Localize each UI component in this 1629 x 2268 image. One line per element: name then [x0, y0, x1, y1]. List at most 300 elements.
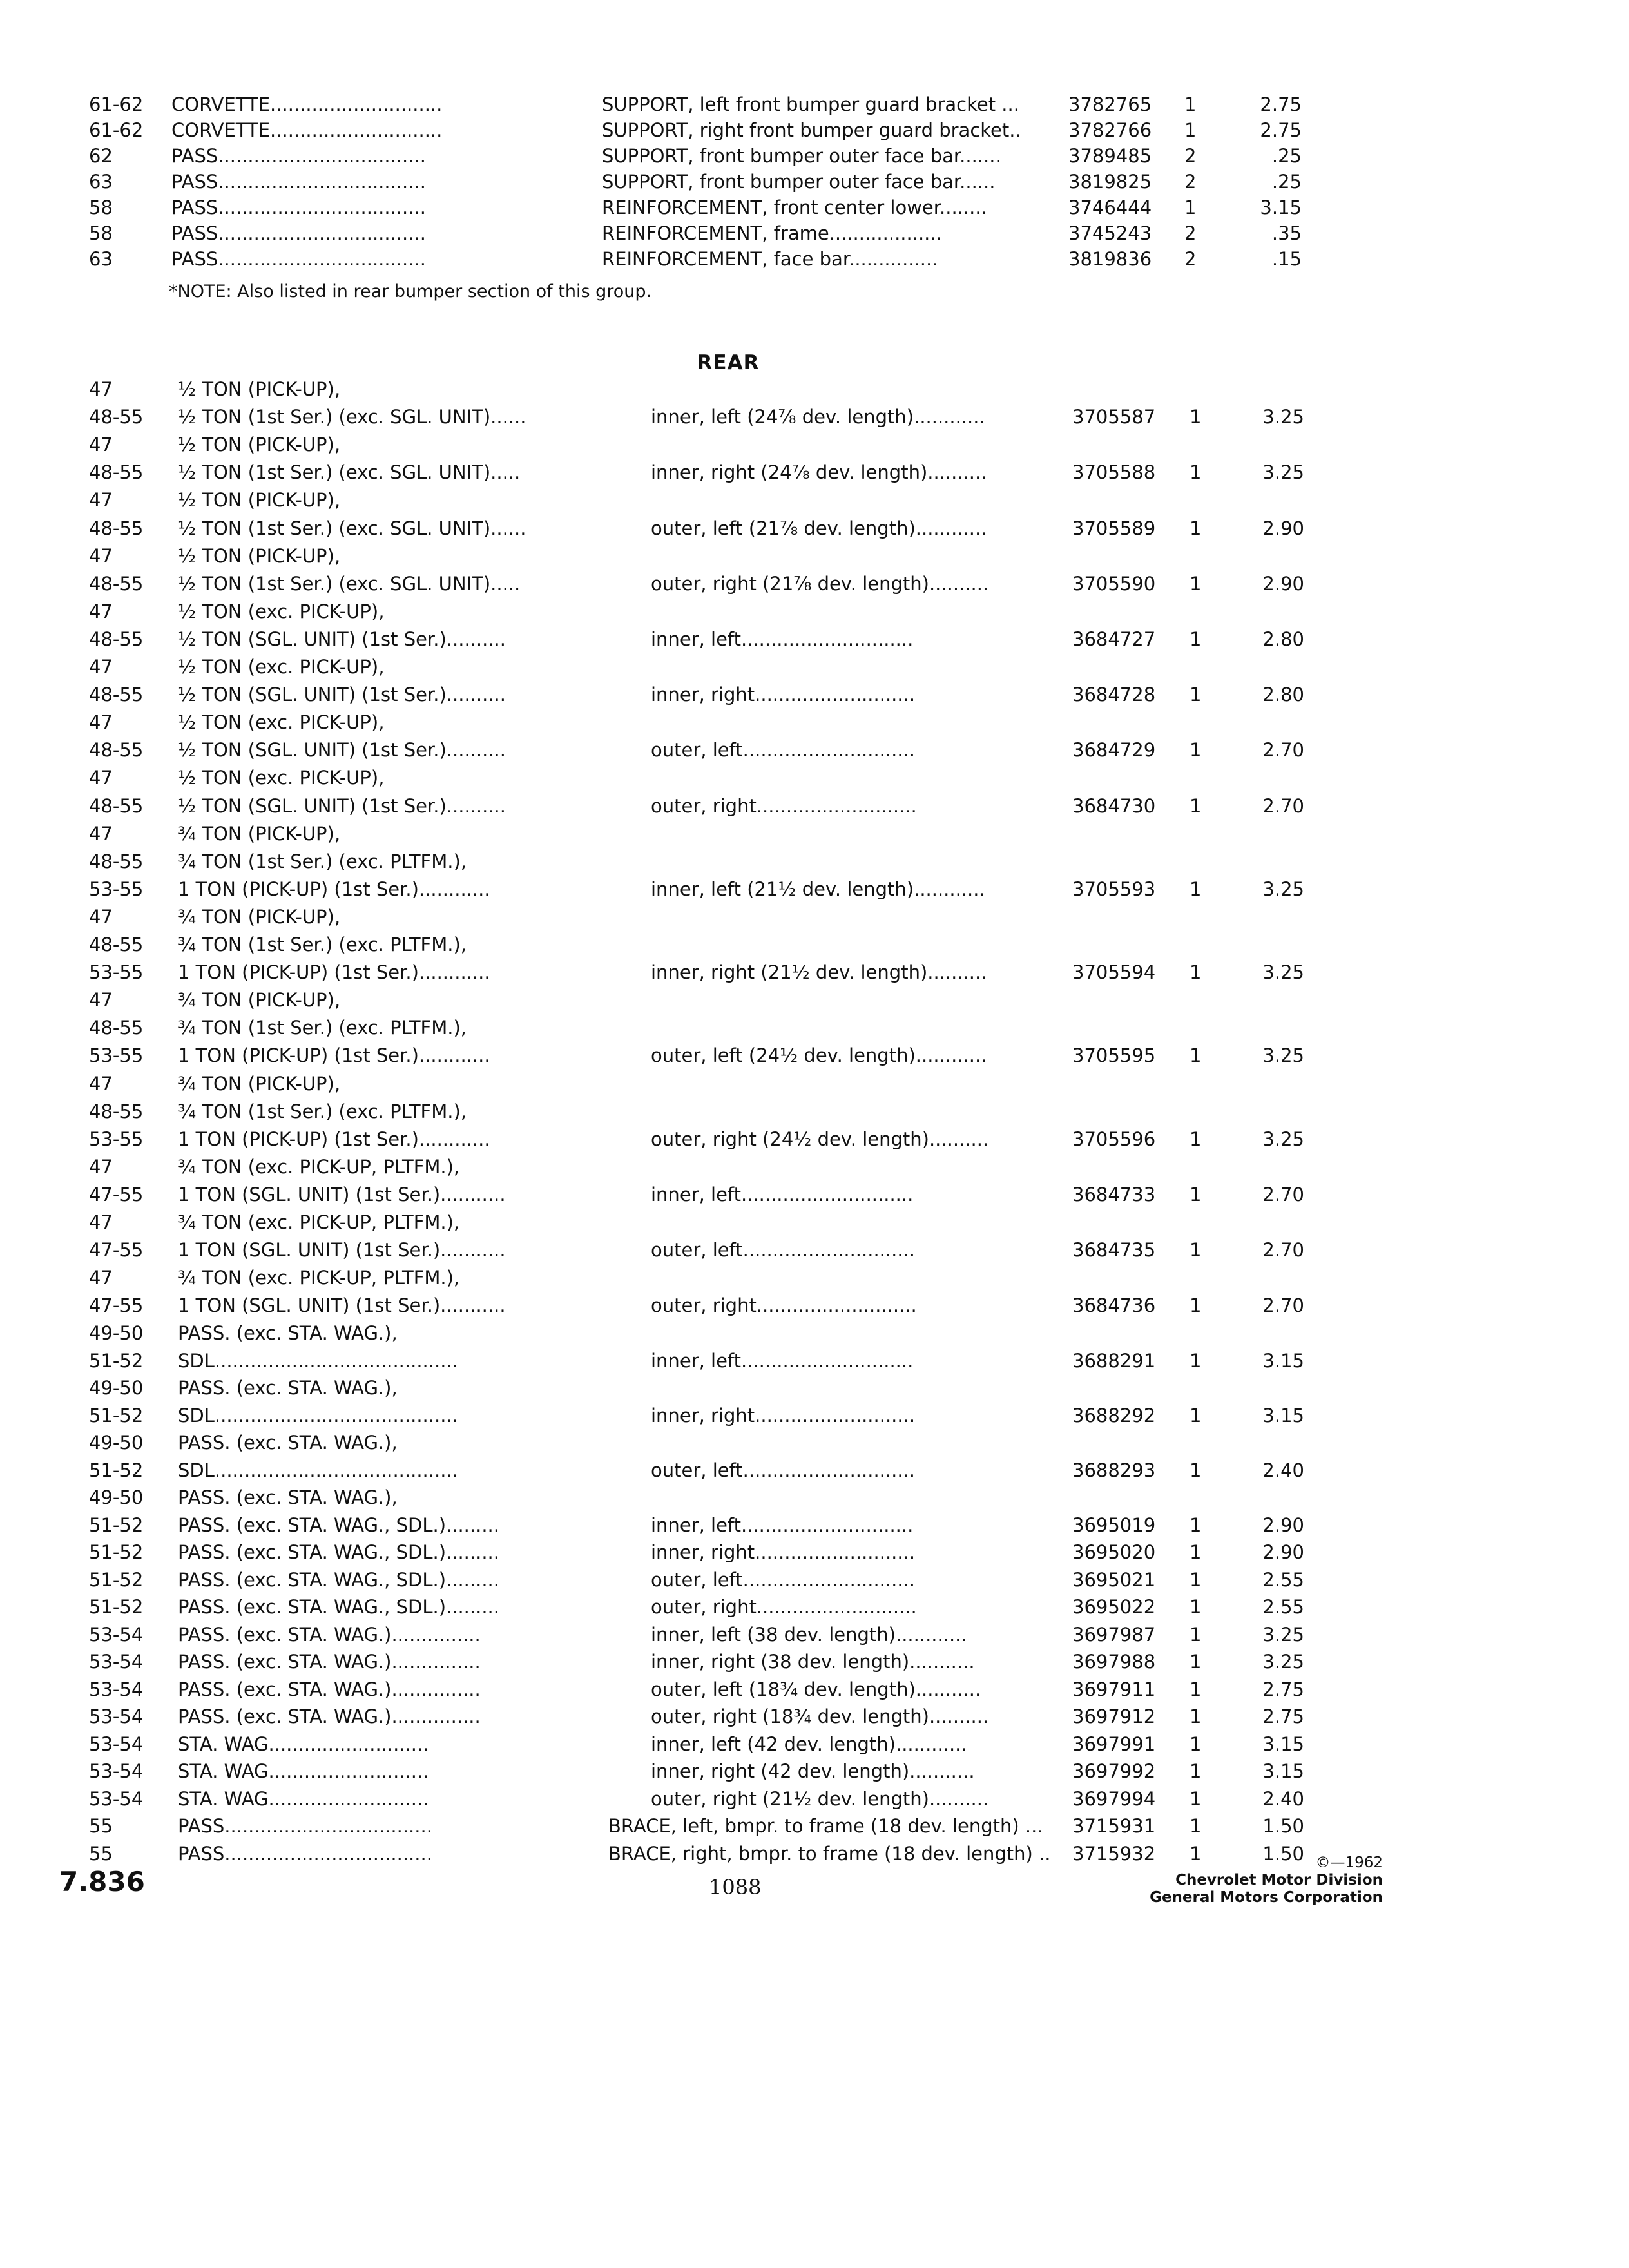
- year-cell: 48-55: [89, 406, 144, 428]
- quantity-cell: 1: [1190, 1239, 1202, 1262]
- year-cell: 48-55: [89, 572, 144, 595]
- year-cell: 49-50: [89, 1432, 144, 1454]
- year-cell: 48-55: [89, 934, 144, 956]
- part-number-cell: 3746444: [1068, 197, 1152, 218]
- year-cell: 58: [89, 197, 113, 218]
- year-cell: 51-52: [89, 1349, 144, 1372]
- part-number-cell: 3705589: [1072, 517, 1156, 539]
- quantity-cell: 1: [1190, 1044, 1202, 1067]
- description-cell: inner, left (42 dev. length)............: [651, 1733, 967, 1755]
- description-cell: inner, left (24⅞ dev. length)............: [651, 406, 985, 428]
- year-cell: 48-55: [89, 628, 144, 650]
- year-cell: 47: [89, 989, 113, 1012]
- part-number-cell: 3715931: [1072, 1815, 1156, 1838]
- parts-row: [0, 1704, 1629, 1729]
- quantity-cell: 1: [1190, 1294, 1202, 1317]
- description-cell: inner, left.............................: [651, 1183, 914, 1206]
- description-cell: inner, left.............................: [651, 628, 914, 650]
- price-cell: 2.90: [1262, 1541, 1304, 1564]
- parts-row: [0, 404, 1629, 430]
- model-cell: PASS...................................: [171, 145, 426, 167]
- price-cell: 3.15: [1262, 1349, 1304, 1372]
- year-cell: 53-55: [89, 878, 144, 900]
- quantity-cell: 1: [1190, 961, 1202, 984]
- quantity-cell: 1: [1190, 1459, 1202, 1481]
- description-cell: SUPPORT, front bumper outer face bar.......: [602, 145, 1001, 167]
- parts-row: [0, 709, 1629, 735]
- model-cell: SDL.........................................: [178, 1404, 458, 1427]
- quantity-cell: 1: [1190, 794, 1202, 817]
- year-cell: 47: [89, 1155, 113, 1178]
- year-cell: 48-55: [89, 850, 144, 872]
- parts-row: [0, 195, 1629, 220]
- quantity-cell: 1: [1190, 1787, 1202, 1810]
- description-cell: REINFORCEMENT, face bar...............: [602, 248, 938, 270]
- price-cell: 2.55: [1262, 1568, 1304, 1591]
- year-cell: 48-55: [89, 684, 144, 706]
- quantity-cell: 1: [1190, 1815, 1202, 1838]
- model-cell: STA. WAG...........................: [178, 1760, 429, 1783]
- parts-row: [0, 1182, 1629, 1207]
- year-cell: 47: [89, 656, 113, 678]
- year-cell: 47: [89, 1211, 113, 1233]
- page-number: 1088: [709, 1875, 762, 1899]
- description-cell: inner, left (38 dev. length)............: [651, 1623, 967, 1646]
- part-number-cell: 3695019: [1072, 1514, 1156, 1536]
- year-cell: 55: [89, 1842, 113, 1865]
- year-cell: 53-54: [89, 1760, 144, 1783]
- parts-row: [0, 1622, 1629, 1648]
- model-cell: PASS...................................: [171, 197, 426, 218]
- quantity-cell: 1: [1190, 1623, 1202, 1646]
- price-cell: 2.55: [1262, 1596, 1304, 1619]
- model-cell: PASS. (exc. STA. WAG.),: [178, 1486, 398, 1509]
- year-cell: 48-55: [89, 739, 144, 762]
- parts-row: [0, 1154, 1629, 1180]
- parts-row: [0, 515, 1629, 541]
- quantity-cell: 1: [1190, 1183, 1202, 1206]
- description-cell: outer, left (21⅞ dev. length)............: [651, 517, 987, 539]
- year-cell: 47: [89, 544, 113, 567]
- part-number-cell: 3819825: [1068, 171, 1152, 193]
- year-cell: 47: [89, 434, 113, 456]
- model-cell: PASS. (exc. STA. WAG., SDL.).........: [178, 1568, 499, 1591]
- quantity-cell: 1: [1190, 1842, 1202, 1865]
- price-cell: 3.15: [1260, 197, 1302, 218]
- year-cell: 51-52: [89, 1514, 144, 1536]
- parts-row: [0, 1293, 1629, 1318]
- quantity-cell: 1: [1190, 628, 1202, 650]
- model-cell: ½ TON (PICK-UP),: [178, 544, 341, 567]
- year-cell: 53-55: [89, 961, 144, 984]
- price-cell: 2.70: [1262, 1183, 1304, 1206]
- description-cell: inner, right (38 dev. length)...........: [651, 1651, 975, 1673]
- parts-row: [0, 654, 1629, 680]
- part-number-cell: 3695021: [1072, 1568, 1156, 1591]
- model-cell: ¾ TON (1st Ser.) (exc. PLTFM.),: [178, 1017, 467, 1039]
- model-cell: ½ TON (exc. PICK-UP),: [178, 767, 385, 789]
- quantity-cell: 1: [1184, 119, 1197, 141]
- model-cell: ½ TON (SGL. UNIT) (1st Ser.)..........: [178, 684, 506, 706]
- part-number-cell: 3697991: [1072, 1733, 1156, 1755]
- price-cell: 2.75: [1260, 93, 1302, 115]
- price-cell: 2.40: [1262, 1459, 1304, 1481]
- quantity-cell: 1: [1190, 1128, 1202, 1150]
- description-cell: outer, left (18¾ dev. length)...........: [651, 1678, 981, 1700]
- part-number-cell: 3705596: [1072, 1128, 1156, 1150]
- price-cell: 2.70: [1262, 739, 1304, 762]
- parts-row: [0, 1677, 1629, 1702]
- parts-row: [0, 682, 1629, 707]
- part-number-cell: 3684728: [1072, 684, 1156, 706]
- price-cell: 3.25: [1262, 1128, 1304, 1150]
- price-cell: 3.25: [1262, 461, 1304, 484]
- model-cell: PASS...................................: [171, 248, 426, 270]
- model-cell: ¾ TON (1st Ser.) (exc. PLTFM.),: [178, 850, 467, 872]
- price-cell: 1.50: [1262, 1842, 1304, 1865]
- parts-row: [0, 987, 1629, 1013]
- description-cell: outer, right...........................: [651, 794, 917, 817]
- description-cell: inner, right (24⅞ dev. length)..........: [651, 461, 987, 484]
- parts-row: [0, 1265, 1629, 1291]
- parts-row: [0, 543, 1629, 569]
- parts-row: [0, 1430, 1629, 1456]
- description-cell: inner, right...........................: [651, 1541, 916, 1564]
- part-number-cell: 3697987: [1072, 1623, 1156, 1646]
- part-number-cell: 3782766: [1068, 119, 1152, 141]
- part-number-cell: 3705588: [1072, 461, 1156, 484]
- model-cell: 1 TON (SGL. UNIT) (1st Ser.)...........: [178, 1239, 506, 1262]
- year-cell: 53-55: [89, 1044, 144, 1067]
- description-cell: inner, right...........................: [651, 1404, 916, 1427]
- model-cell: 1 TON (PICK-UP) (1st Ser.)............: [178, 1128, 490, 1150]
- parts-row: [0, 220, 1629, 246]
- description-cell: outer, right (21½ dev. length)..........: [651, 1787, 989, 1810]
- quantity-cell: 1: [1190, 1568, 1202, 1591]
- quantity-cell: 2: [1184, 222, 1197, 244]
- model-cell: ½ TON (PICK-UP),: [178, 378, 341, 400]
- price-cell: 3.25: [1262, 1651, 1304, 1673]
- quantity-cell: 1: [1190, 1514, 1202, 1536]
- model-cell: ½ TON (PICK-UP),: [178, 434, 341, 456]
- quantity-cell: 1: [1190, 461, 1202, 484]
- parts-row: [0, 1015, 1629, 1041]
- parts-row: [0, 1209, 1629, 1235]
- year-cell: 63: [89, 248, 113, 270]
- part-number-cell: 3684730: [1072, 794, 1156, 817]
- model-cell: PASS. (exc. STA. WAG., SDL.).........: [178, 1541, 499, 1564]
- year-cell: 47: [89, 378, 113, 400]
- year-cell: 48-55: [89, 794, 144, 817]
- part-number-cell: 3697994: [1072, 1787, 1156, 1810]
- parts-row: [0, 432, 1629, 457]
- description-cell: inner, left (21½ dev. length)............: [651, 878, 985, 900]
- model-cell: PASS...................................: [178, 1842, 432, 1865]
- year-cell: 47: [89, 822, 113, 845]
- part-number-cell: 3688293: [1072, 1459, 1156, 1481]
- parts-row: [0, 876, 1629, 902]
- model-cell: ½ TON (exc. PICK-UP),: [178, 711, 385, 734]
- description-cell: outer, right...........................: [651, 1294, 917, 1317]
- model-cell: STA. WAG...........................: [178, 1787, 429, 1810]
- year-cell: 48-55: [89, 517, 144, 539]
- model-cell: ¾ TON (exc. PICK-UP, PLTFM.),: [178, 1155, 460, 1178]
- description-cell: inner, right (21½ dev. length)..........: [651, 961, 987, 984]
- parts-row: [0, 849, 1629, 874]
- model-cell: PASS. (exc. STA. WAG.)...............: [178, 1678, 481, 1700]
- year-cell: 47-55: [89, 1183, 144, 1206]
- parts-row: [0, 1731, 1629, 1757]
- description-cell: inner, left.............................: [651, 1349, 914, 1372]
- year-cell: 47-55: [89, 1294, 144, 1317]
- parts-row: [0, 959, 1629, 985]
- year-cell: 53-54: [89, 1733, 144, 1755]
- parts-row: [0, 737, 1629, 763]
- model-cell: ½ TON (exc. PICK-UP),: [178, 656, 385, 678]
- parts-row: [0, 1403, 1629, 1428]
- parts-row: [0, 1567, 1629, 1593]
- model-cell: 1 TON (PICK-UP) (1st Ser.)............: [178, 1044, 490, 1067]
- description-cell: outer, right...........................: [651, 1596, 917, 1619]
- part-number-cell: 3695020: [1072, 1541, 1156, 1564]
- parts-row: [0, 1126, 1629, 1152]
- parts-row: [0, 1539, 1629, 1565]
- quantity-cell: 1: [1190, 1596, 1202, 1619]
- model-cell: ½ TON (1st Ser.) (exc. SGL. UNIT).....: [178, 461, 521, 484]
- parts-row: [0, 246, 1629, 272]
- price-cell: 2.80: [1262, 628, 1304, 650]
- parts-row: [0, 1320, 1629, 1346]
- model-cell: ½ TON (1st Ser.) (exc. SGL. UNIT)......: [178, 406, 526, 428]
- note-text: *NOTE: Also listed in rear bumper section of this group.: [169, 282, 652, 302]
- quantity-cell: 1: [1190, 1733, 1202, 1755]
- part-number-cell: 3697911: [1072, 1678, 1156, 1700]
- year-cell: 53-54: [89, 1623, 144, 1646]
- parts-row: [0, 143, 1629, 169]
- model-cell: STA. WAG...........................: [178, 1733, 429, 1755]
- model-cell: PASS...................................: [178, 1815, 432, 1838]
- price-cell: 3.25: [1262, 878, 1304, 900]
- year-cell: 51-52: [89, 1541, 144, 1564]
- rear-section-heading: REAR: [697, 351, 760, 374]
- model-cell: 1 TON (PICK-UP) (1st Ser.)............: [178, 878, 490, 900]
- description-cell: REINFORCEMENT, front center lower........: [602, 197, 987, 218]
- quantity-cell: 1: [1184, 93, 1197, 115]
- description-cell: BRACE, left, bmpr. to frame (18 dev. length) ...: [608, 1815, 1043, 1838]
- year-cell: 53-54: [89, 1706, 144, 1728]
- year-cell: 47: [89, 711, 113, 734]
- description-cell: outer, right (24½ dev. length)..........: [651, 1128, 989, 1150]
- description-cell: REINFORCEMENT, frame...................: [602, 222, 942, 244]
- parts-row: [0, 571, 1629, 597]
- parts-row: [0, 1758, 1629, 1784]
- parts-row: [0, 1813, 1629, 1839]
- price-cell: .35: [1271, 222, 1302, 244]
- quantity-cell: 1: [1190, 572, 1202, 595]
- description-cell: outer, right (21⅞ dev. length)..........: [651, 572, 989, 595]
- year-cell: 62: [89, 145, 113, 167]
- parts-row: [0, 1237, 1629, 1263]
- model-cell: ½ TON (SGL. UNIT) (1st Ser.)..........: [178, 628, 506, 650]
- parts-row: [0, 599, 1629, 624]
- quantity-cell: 1: [1190, 1349, 1202, 1372]
- model-cell: ¾ TON (PICK-UP),: [178, 905, 341, 928]
- model-cell: PASS. (exc. STA. WAG.)...............: [178, 1651, 481, 1673]
- description-cell: inner, right (42 dev. length)...........: [651, 1760, 975, 1783]
- model-cell: CORVETTE.............................: [171, 119, 443, 141]
- year-cell: 51-52: [89, 1459, 144, 1481]
- model-cell: PASS. (exc. STA. WAG.),: [178, 1377, 398, 1399]
- price-cell: 2.90: [1262, 517, 1304, 539]
- price-cell: 3.15: [1262, 1733, 1304, 1755]
- price-cell: 3.15: [1262, 1760, 1304, 1783]
- year-cell: 47: [89, 1267, 113, 1289]
- parts-row: [0, 626, 1629, 652]
- year-cell: 49-50: [89, 1322, 144, 1345]
- part-number-cell: 3789485: [1068, 145, 1152, 167]
- part-number-cell: 3819836: [1068, 248, 1152, 270]
- model-cell: ½ TON (PICK-UP),: [178, 489, 341, 512]
- parts-row: [0, 376, 1629, 402]
- price-cell: 2.75: [1262, 1678, 1304, 1700]
- parts-row: [0, 1375, 1629, 1401]
- description-cell: SUPPORT, left front bumper guard bracket ...: [602, 93, 1019, 115]
- part-number-cell: 3705595: [1072, 1044, 1156, 1067]
- part-number-cell: 3697988: [1072, 1651, 1156, 1673]
- quantity-cell: 1: [1190, 739, 1202, 762]
- parts-row: [0, 1841, 1629, 1867]
- part-number-cell: 3782765: [1068, 93, 1152, 115]
- model-cell: ½ TON (1st Ser.) (exc. SGL. UNIT)......: [178, 517, 526, 539]
- year-cell: 49-50: [89, 1486, 144, 1509]
- quantity-cell: 1: [1190, 1541, 1202, 1564]
- parts-row: [0, 1348, 1629, 1374]
- year-cell: 47: [89, 767, 113, 789]
- parts-row: [0, 1512, 1629, 1538]
- price-cell: 3.25: [1262, 1623, 1304, 1646]
- year-cell: 53-54: [89, 1651, 144, 1673]
- year-cell: 48-55: [89, 1100, 144, 1122]
- part-number-cell: 3745243: [1068, 222, 1152, 244]
- model-cell: CORVETTE.............................: [171, 93, 443, 115]
- parts-row: [0, 1071, 1629, 1097]
- model-cell: ½ TON (SGL. UNIT) (1st Ser.)..........: [178, 739, 506, 762]
- part-number-cell: 3684736: [1072, 1294, 1156, 1317]
- model-cell: ¾ TON (1st Ser.) (exc. PLTFM.),: [178, 934, 467, 956]
- description-cell: SUPPORT, front bumper outer face bar......: [602, 171, 996, 193]
- description-cell: outer, left.............................: [651, 1239, 915, 1262]
- model-cell: PASS. (exc. STA. WAG., SDL.).........: [178, 1596, 499, 1619]
- part-number-cell: 3705590: [1072, 572, 1156, 595]
- part-number-cell: 3705593: [1072, 878, 1156, 900]
- parts-row: [0, 91, 1629, 117]
- quantity-cell: 1: [1190, 684, 1202, 706]
- description-cell: outer, left.............................: [651, 1459, 915, 1481]
- year-cell: 47-55: [89, 1239, 144, 1262]
- price-cell: 2.80: [1262, 684, 1304, 706]
- model-cell: PASS. (exc. STA. WAG., SDL.).........: [178, 1514, 499, 1536]
- description-cell: BRACE, right, bmpr. to frame (18 dev. length) ..: [608, 1842, 1051, 1865]
- description-cell: outer, left.............................: [651, 739, 915, 762]
- parts-row: [0, 1649, 1629, 1675]
- price-cell: 3.15: [1262, 1404, 1304, 1427]
- year-cell: 61-62: [89, 93, 144, 115]
- price-cell: 2.40: [1262, 1787, 1304, 1810]
- year-cell: 51-52: [89, 1568, 144, 1591]
- quantity-cell: 1: [1190, 1706, 1202, 1728]
- quantity-cell: 2: [1184, 145, 1197, 167]
- company-line-2: General Motors Corporation: [1150, 1889, 1383, 1906]
- model-cell: SDL.........................................: [178, 1459, 458, 1481]
- model-cell: PASS...................................: [171, 171, 426, 193]
- model-cell: ½ TON (1st Ser.) (exc. SGL. UNIT).....: [178, 572, 521, 595]
- quantity-cell: 1: [1190, 517, 1202, 539]
- price-cell: 1.50: [1262, 1815, 1304, 1838]
- quantity-cell: 1: [1190, 878, 1202, 900]
- year-cell: 58: [89, 222, 113, 244]
- parts-row: [0, 1043, 1629, 1068]
- price-cell: .15: [1271, 248, 1302, 270]
- model-cell: PASS...................................: [171, 222, 426, 244]
- description-cell: outer, right (18¾ dev. length)..........: [651, 1706, 989, 1728]
- year-cell: 47: [89, 600, 113, 622]
- year-cell: 47: [89, 1072, 113, 1095]
- quantity-cell: 1: [1190, 1678, 1202, 1700]
- price-cell: .25: [1271, 171, 1302, 193]
- parts-row: [0, 1485, 1629, 1510]
- part-number-cell: 3684729: [1072, 739, 1156, 762]
- year-cell: 49-50: [89, 1377, 144, 1399]
- model-cell: ¾ TON (exc. PICK-UP, PLTFM.),: [178, 1211, 460, 1233]
- parts-row: [0, 459, 1629, 485]
- parts-row: [0, 904, 1629, 930]
- price-cell: 2.75: [1260, 119, 1302, 141]
- year-cell: 61-62: [89, 119, 144, 141]
- quantity-cell: 1: [1190, 1760, 1202, 1783]
- quantity-cell: 2: [1184, 171, 1197, 193]
- year-cell: 53-54: [89, 1678, 144, 1700]
- part-number-cell: 3688292: [1072, 1404, 1156, 1427]
- quantity-cell: 1: [1190, 1651, 1202, 1673]
- quantity-cell: 1: [1190, 1404, 1202, 1427]
- price-cell: .25: [1271, 145, 1302, 167]
- part-number-cell: 3697912: [1072, 1706, 1156, 1728]
- price-cell: 2.90: [1262, 1514, 1304, 1536]
- part-number-cell: 3684735: [1072, 1239, 1156, 1262]
- price-cell: 2.90: [1262, 572, 1304, 595]
- parts-row: [0, 169, 1629, 195]
- year-cell: 51-52: [89, 1404, 144, 1427]
- year-cell: 48-55: [89, 1017, 144, 1039]
- year-cell: 63: [89, 171, 113, 193]
- model-cell: ¾ TON (1st Ser.) (exc. PLTFM.),: [178, 1100, 467, 1122]
- company-line-1: Chevrolet Motor Division: [1175, 1872, 1383, 1888]
- copyright-notice: ©—1962: [1315, 1854, 1383, 1871]
- parts-row: [0, 1099, 1629, 1124]
- model-cell: PASS. (exc. STA. WAG.),: [178, 1322, 398, 1345]
- part-number-cell: 3715932: [1072, 1842, 1156, 1865]
- model-cell: SDL.........................................: [178, 1349, 458, 1372]
- model-cell: ¾ TON (PICK-UP),: [178, 1072, 341, 1095]
- parts-row: [0, 932, 1629, 957]
- price-cell: 3.25: [1262, 1044, 1304, 1067]
- model-cell: 1 TON (PICK-UP) (1st Ser.)............: [178, 961, 490, 984]
- parts-row: [0, 487, 1629, 513]
- part-number-cell: 3697992: [1072, 1760, 1156, 1783]
- page-section-id: 7.836: [59, 1866, 145, 1898]
- parts-row: [0, 1457, 1629, 1483]
- model-cell: ¾ TON (exc. PICK-UP, PLTFM.),: [178, 1267, 460, 1289]
